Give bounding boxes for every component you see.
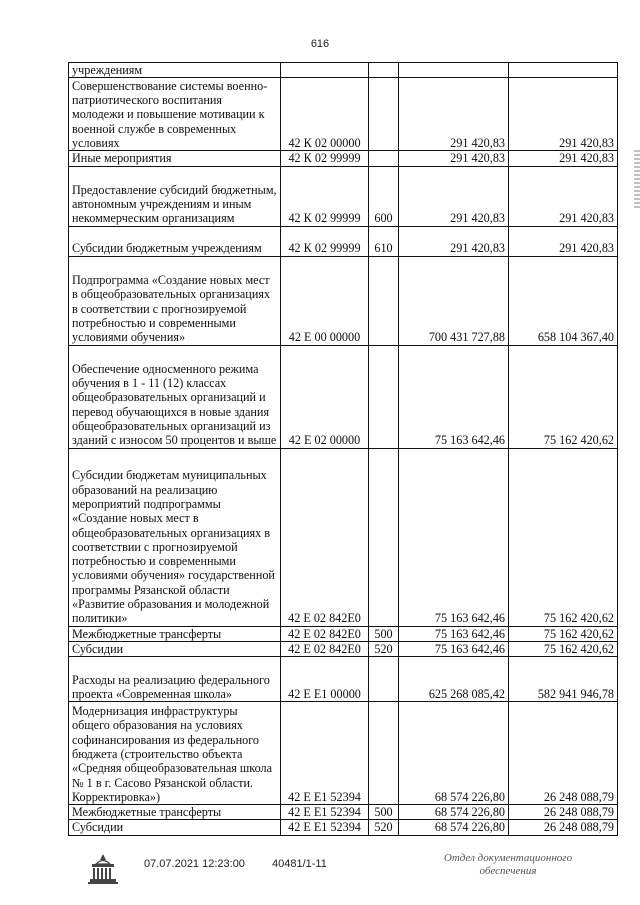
footer-doc-number: 40481/1-11	[272, 858, 327, 870]
scan-margin-mark	[634, 150, 640, 210]
row-amount-1: 700 431 727,88	[399, 256, 509, 345]
row-name: Субсидии бюджетным учреждениям	[69, 226, 281, 256]
row-name: учреждениям	[69, 63, 281, 78]
row-amount-1: 291 420,83	[399, 226, 509, 256]
row-vr	[369, 657, 399, 702]
row-code: 42 Е 02 842Е0	[281, 641, 369, 656]
row-amount-1: 75 163 642,46	[399, 345, 509, 448]
row-code: 42 Е 00 00000	[281, 256, 369, 345]
row-amount-2: 75 162 420,62	[509, 448, 618, 626]
row-amount-2: 75 162 420,62	[509, 641, 618, 656]
row-name: Совершенствование системы военно-патриотического воспитания молодежи и повышение мотивации к военной службе в современных условиях	[69, 78, 281, 151]
row-code: 42 Е Е1 00000	[281, 657, 369, 702]
row-amount-2: 291 420,83	[509, 226, 618, 256]
table-row	[69, 702, 618, 805]
row-vr	[369, 345, 399, 448]
row-vr: 500	[369, 805, 399, 820]
row-vr	[369, 448, 399, 626]
row-vr: 520	[369, 641, 399, 656]
row-amount-2: 658 104 367,40	[509, 256, 618, 345]
row-code: 42 Е 02 00000	[281, 345, 369, 448]
row-name: Модернизация инфраструктуры общего образования на условиях софинансирования из федерального бюджета (строительство объекта «Средняя общеобразовательная школа № 1 в г. Сасово Рязанской области. Корректировка»)	[69, 702, 281, 805]
row-amount-1: 291 420,83	[399, 78, 509, 151]
row-name: Межбюджетные трансферты	[69, 805, 281, 820]
page-footer	[86, 852, 626, 892]
row-vr: 500	[369, 626, 399, 641]
row-amount-1: 291 420,83	[399, 151, 509, 166]
budget-table	[68, 62, 618, 836]
table-row	[69, 641, 618, 656]
table-row	[69, 626, 618, 641]
row-code: 42 Е Е1 52394	[281, 702, 369, 805]
row-amount-2: 291 420,83	[509, 78, 618, 151]
row-name: Субсидии	[69, 820, 281, 835]
table-row	[69, 345, 618, 448]
row-name: Субсидии	[69, 641, 281, 656]
footer-department-line2: обеспечения	[479, 865, 537, 877]
table-row	[69, 151, 618, 166]
row-amount-1: 75 163 642,46	[399, 448, 509, 626]
row-name: Расходы на реализацию федерального проекта «Современная школа»	[69, 657, 281, 702]
row-amount-2: 582 941 946,78	[509, 657, 618, 702]
row-vr: 610	[369, 226, 399, 256]
table-row	[69, 166, 618, 226]
page-number: 616	[310, 38, 330, 50]
table-row	[69, 657, 618, 702]
table-row	[69, 226, 618, 256]
table-row	[69, 805, 618, 820]
row-amount-1	[399, 63, 509, 78]
row-code: 42 К 02 00000	[281, 78, 369, 151]
table-row	[69, 448, 618, 626]
row-amount-1: 68 574 226,80	[399, 805, 509, 820]
row-code	[281, 63, 369, 78]
row-vr: 520	[369, 820, 399, 835]
row-amount-1: 68 574 226,80	[399, 820, 509, 835]
row-vr	[369, 151, 399, 166]
row-amount-1: 68 574 226,80	[399, 702, 509, 805]
row-name: Предоставление субсидий бюджетным, автономным учреждениям и иным некоммерческим организациям	[69, 166, 281, 226]
row-code: 42 К 02 99999	[281, 226, 369, 256]
row-amount-1: 291 420,83	[399, 166, 509, 226]
row-amount-2: 26 248 088,79	[509, 702, 618, 805]
row-vr	[369, 702, 399, 805]
row-name: Субсидии бюджетам муниципальных образований на реализацию мероприятий подпрограммы «Создание новых мест в общеобразовательных организациях в соответствии с прогнозируемой потребностью и современными условиями обучения» государственной программы Рязанской области «Развитие образования и молодежной политики»	[69, 448, 281, 626]
row-amount-2: 26 248 088,79	[509, 820, 618, 835]
row-vr	[369, 256, 399, 345]
row-vr: 600	[369, 166, 399, 226]
row-amount-1: 625 268 085,42	[399, 657, 509, 702]
row-code: 42 К 02 99999	[281, 166, 369, 226]
row-amount-1: 75 163 642,46	[399, 626, 509, 641]
row-code: 42 К 02 99999	[281, 151, 369, 166]
row-name: Обеспечение односменного режима обучения в 1 - 11 (12) классах общеобразовательных организаций и перевод обучающихся в новые здания общеобразовательных организаций из зданий с износом 50 процентов и выше	[69, 345, 281, 448]
row-vr	[369, 63, 399, 78]
row-amount-2: 75 162 420,62	[509, 626, 618, 641]
table-row	[69, 78, 618, 151]
row-code: 42 Е Е1 52394	[281, 820, 369, 835]
row-name: Иные мероприятия	[69, 151, 281, 166]
table-row	[69, 820, 618, 835]
row-amount-2: 291 420,83	[509, 166, 618, 226]
footer-timestamp: 07.07.2021 12:23:00	[144, 858, 245, 870]
duma-building-icon	[86, 852, 120, 886]
row-name: Межбюджетные трансферты	[69, 626, 281, 641]
row-code: 42 Е Е1 52394	[281, 805, 369, 820]
row-amount-2: 26 248 088,79	[509, 805, 618, 820]
row-amount-1: 75 163 642,46	[399, 641, 509, 656]
table-row	[69, 63, 618, 78]
row-code: 42 Е 02 842Е0	[281, 448, 369, 626]
row-vr	[369, 78, 399, 151]
table-row	[69, 256, 618, 345]
row-name: Подпрограмма «Создание новых мест в общеобразовательных организациях в соответствии с прогнозируемой потребностью и современными условиями обучения»	[69, 256, 281, 345]
footer-department-line1: Отдел документационного	[443, 852, 573, 864]
footer-department	[438, 852, 578, 878]
row-amount-2: 291 420,83	[509, 151, 618, 166]
row-code: 42 Е 02 842Е0	[281, 626, 369, 641]
row-amount-2	[509, 63, 618, 78]
row-amount-2: 75 162 420,62	[509, 345, 618, 448]
